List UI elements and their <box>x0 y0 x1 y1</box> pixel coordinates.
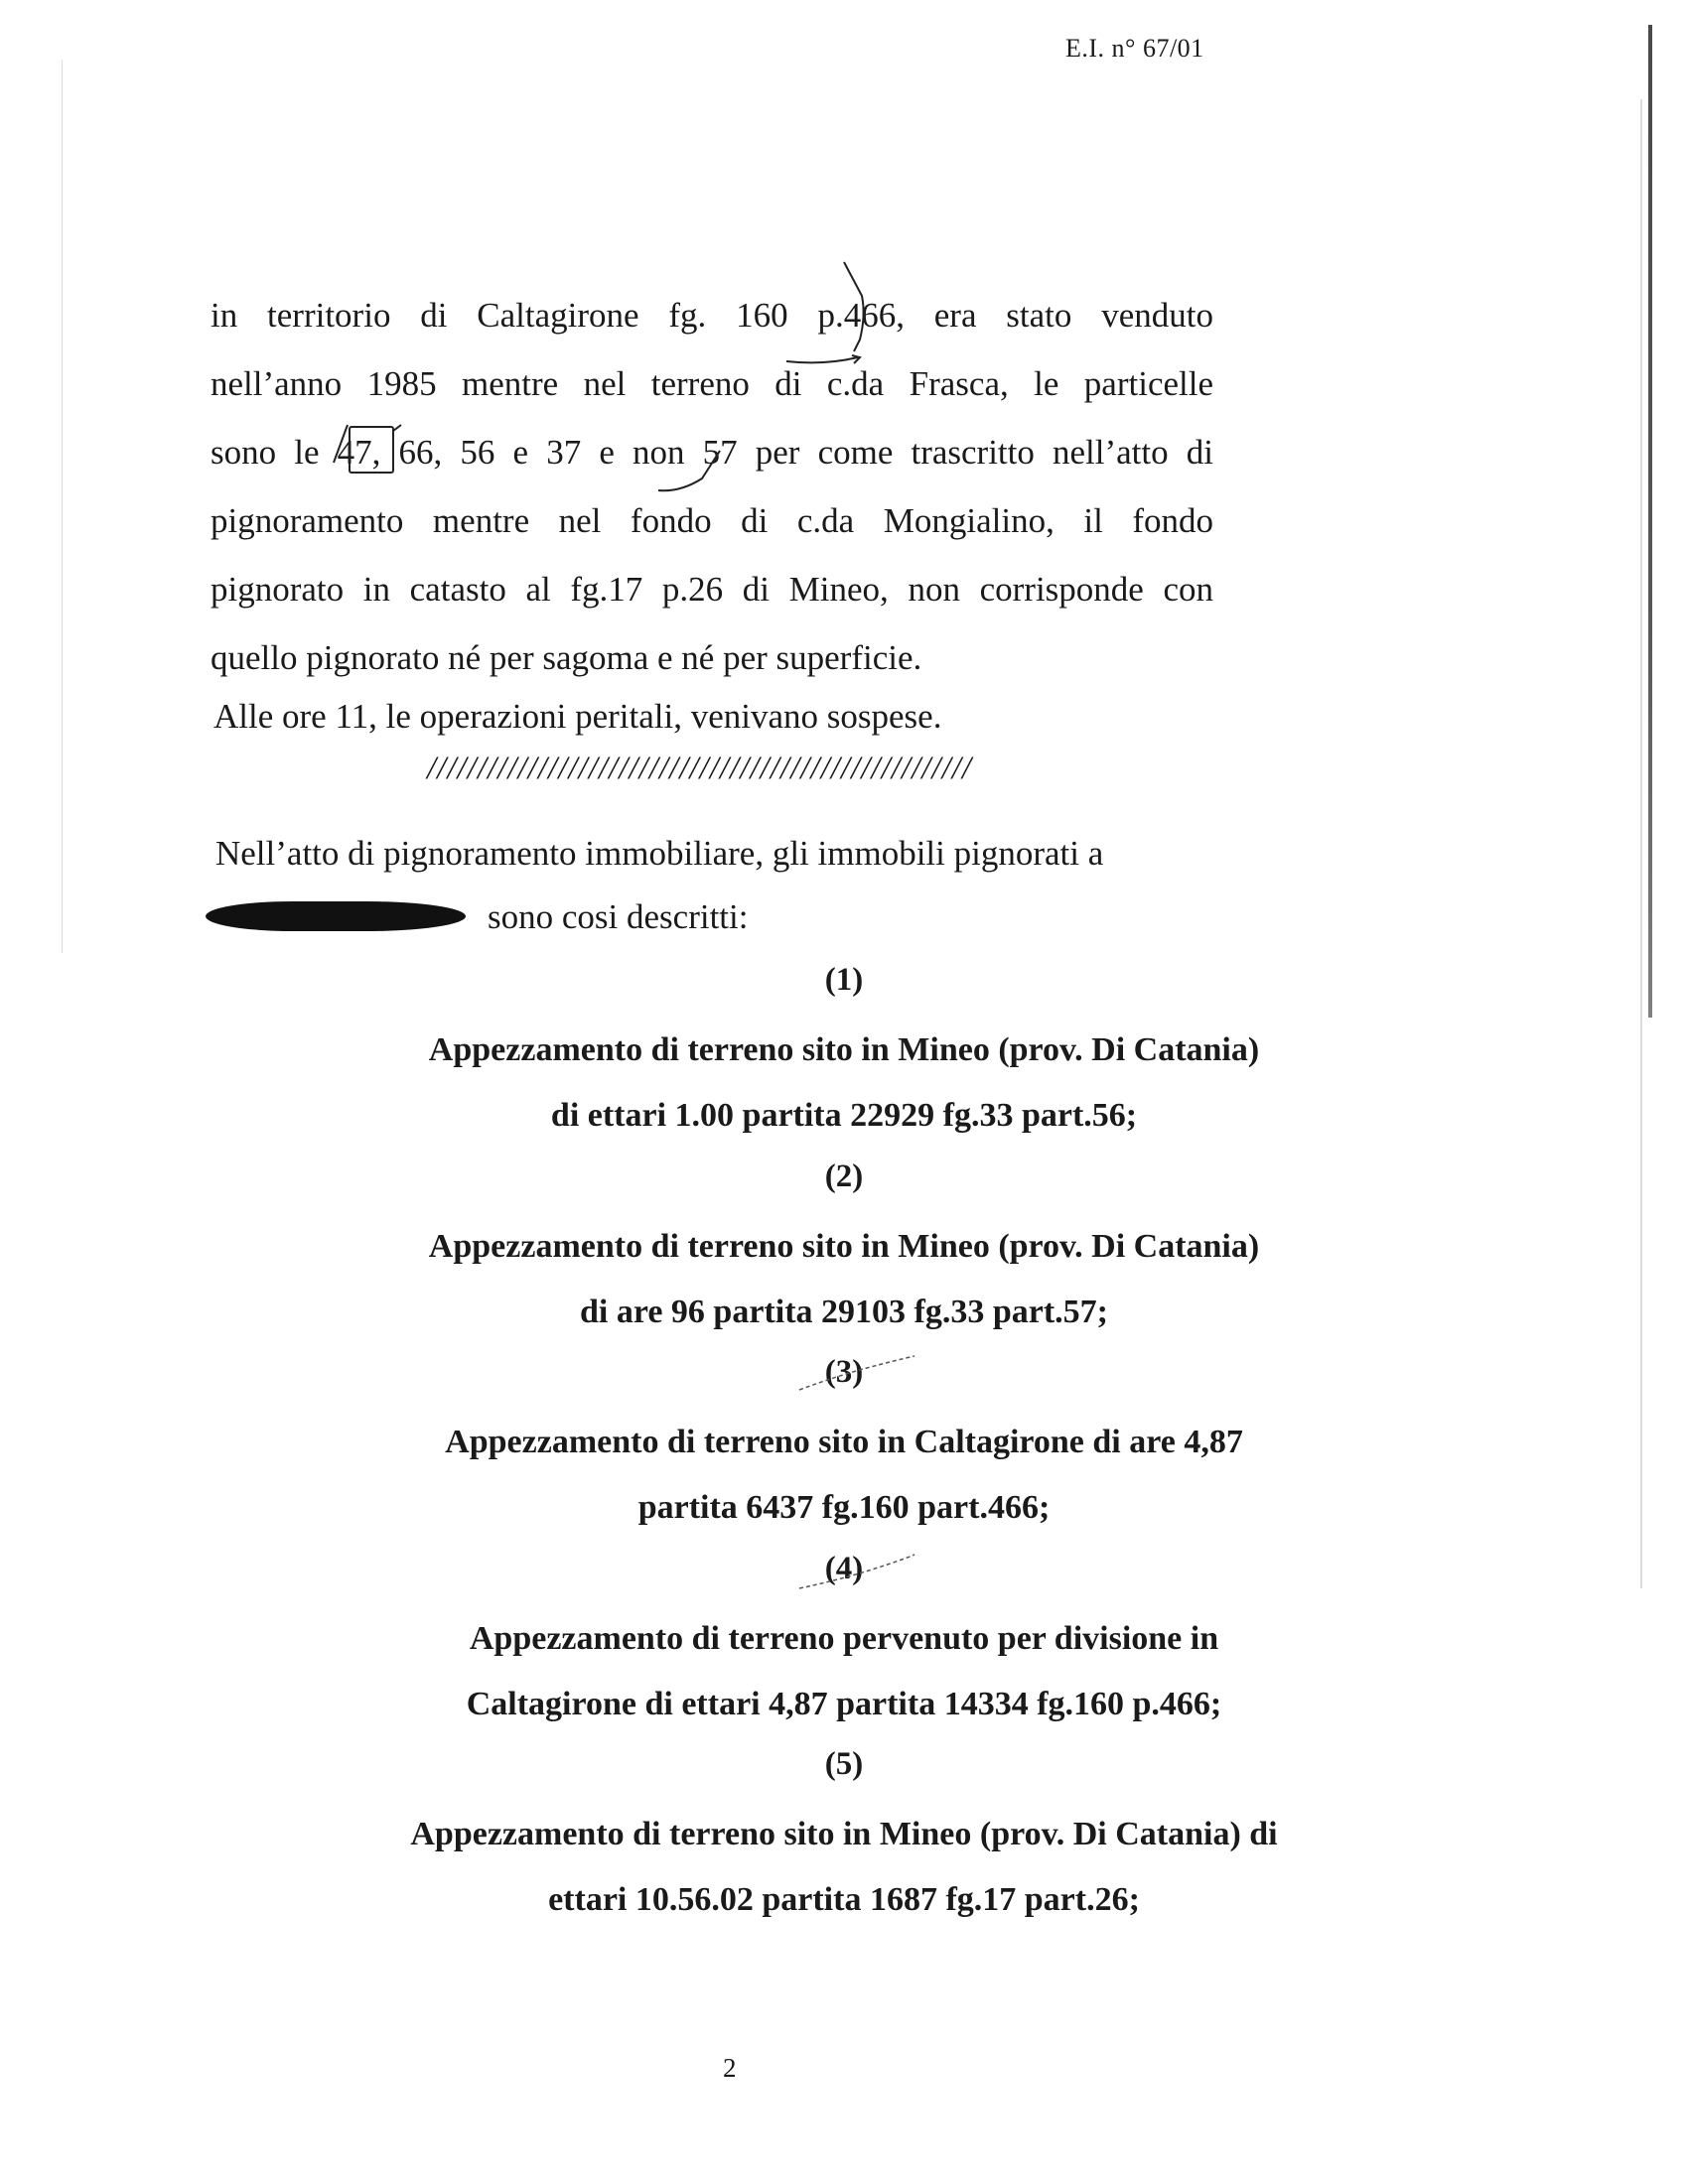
pen-strike-mark <box>797 1551 916 1590</box>
item-line: di ettari 1.00 partita 22929 fg.33 part.56; <box>550 1097 1138 1134</box>
redaction-mark <box>206 901 466 931</box>
body-paragraph <box>211 281 1213 692</box>
item-number-text: (3) <box>824 1354 864 1390</box>
struck-number <box>825 1352 863 1392</box>
intro-line-2 <box>215 886 1218 949</box>
paragraph-line: in territorio di Caltagirone fg. 160 p.466, era stato venduto <box>211 296 1213 335</box>
intro-line-text: sono cosi descritti: <box>488 897 749 936</box>
item-number <box>0 1549 1688 1588</box>
item-line: Appezzamento di terreno sito in Mineo (prov. Di Catania) di <box>410 1816 1278 1852</box>
item-1 <box>0 960 1688 1149</box>
item-number: (2) <box>824 1159 864 1194</box>
scan-edge-left <box>62 60 63 953</box>
item-description <box>0 1214 1688 1345</box>
item-number: (1) <box>824 962 864 998</box>
item-number <box>0 1352 1688 1392</box>
document-reference: E.I. n° 67/01 <box>1065 34 1204 63</box>
item-description <box>0 1410 1688 1541</box>
paragraph-line: sono le 47, 66, 56 e 37 e non 57 per come trascritto nell’atto di <box>211 433 1213 472</box>
item-description <box>0 1606 1688 1737</box>
item-line: di are 96 partita 29103 fg.33 part.57; <box>580 1294 1108 1330</box>
separator-line: ////////////////////////////////////////////////////// <box>427 751 973 786</box>
item-description <box>0 1802 1688 1933</box>
paragraph-line: quello pignorato né per sagoma e né per superficie. <box>211 638 922 677</box>
item-number-text: (4) <box>824 1551 864 1586</box>
item-line: partita 6437 fg.160 part.466; <box>637 1489 1051 1526</box>
item-line: ettari 10.56.02 partita 1687 fg.17 part.26; <box>548 1881 1140 1918</box>
scan-edge-shadow <box>1648 25 1652 1018</box>
page-number: 2 <box>723 2053 737 2083</box>
item-line: Caltagirone di ettari 4,87 partita 14334 fg.160 p.466; <box>466 1686 1222 1722</box>
paragraph-line: pignorato in catasto al fg.17 p.26 di Mineo, non corrisponde con <box>211 570 1213 609</box>
item-line: Appezzamento di terreno sito in Caltagirone di are 4,87 <box>445 1424 1243 1460</box>
closing-sentence: Alle ore 11, le operazioni peritali, venivano sospese. <box>213 697 942 736</box>
pen-strike-mark <box>797 1354 916 1394</box>
item-number: (5) <box>824 1746 864 1782</box>
paragraph-line: pignoramento mentre nel fondo di c.da Mongialino, il fondo <box>211 501 1213 540</box>
item-line: Appezzamento di terreno sito in Mineo (prov. Di Catania) <box>428 1031 1260 1068</box>
struck-number <box>825 1549 863 1588</box>
item-line: Appezzamento di terreno pervenuto per divisione in <box>469 1620 1219 1657</box>
item-4 <box>0 1549 1688 1737</box>
item-5 <box>0 1744 1688 1933</box>
item-2 <box>0 1157 1688 1345</box>
item-3 <box>0 1352 1688 1541</box>
item-line: Appezzamento di terreno sito in Mineo (prov. Di Catania) <box>428 1228 1260 1265</box>
intro-paragraph <box>215 822 1218 949</box>
intro-line: Nell’atto di pignoramento immobiliare, gli immobili pignorati a <box>215 834 1104 873</box>
paragraph-line: nell’anno 1985 mentre nel terreno di c.da Frasca, le particelle <box>211 364 1213 403</box>
item-description <box>0 1018 1688 1149</box>
